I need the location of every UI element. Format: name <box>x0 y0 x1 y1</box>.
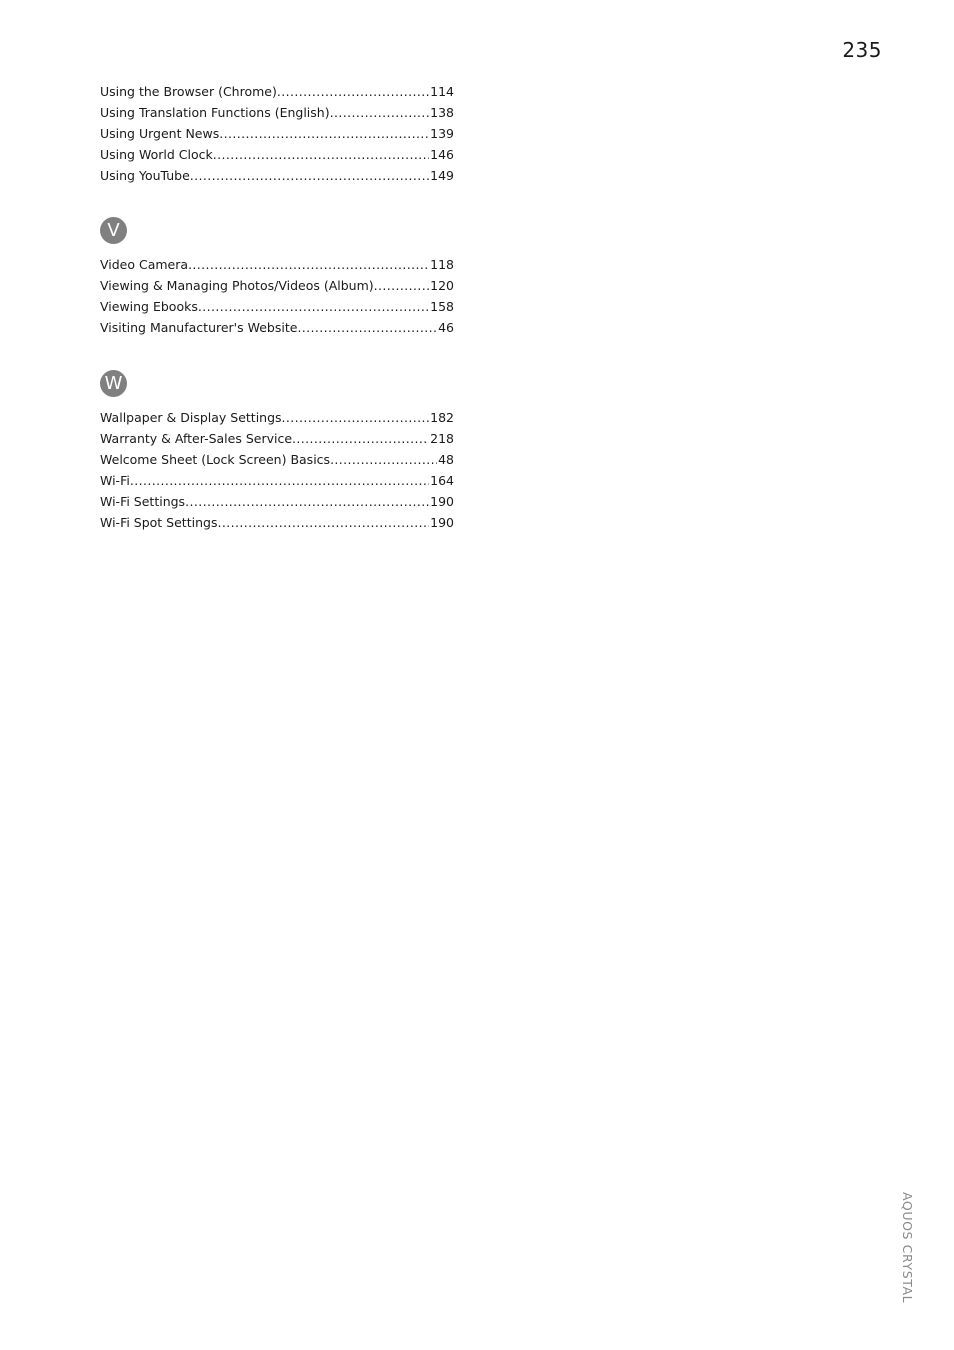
index-entry[interactable] <box>100 165 454 186</box>
index-entry[interactable] <box>100 254 454 275</box>
index-entry[interactable] <box>100 407 454 428</box>
entry-label: Wallpaper & Display Settings <box>100 410 282 425</box>
dot-leader <box>190 165 429 186</box>
entry-label: Wi-Fi <box>100 473 130 488</box>
dot-leader <box>198 296 429 317</box>
index-entry[interactable] <box>100 296 454 317</box>
entry-page: 48 <box>438 452 454 467</box>
entry-label: Using the Browser (Chrome) <box>100 84 277 99</box>
dot-leader <box>330 102 430 123</box>
entry-page: 139 <box>430 126 454 141</box>
entry-page: 138 <box>430 105 454 120</box>
index-entry[interactable] <box>100 491 454 512</box>
dot-leader <box>130 470 429 491</box>
entry-page: 190 <box>430 494 454 509</box>
index-entry[interactable] <box>100 428 454 449</box>
index-section-u <box>100 81 454 186</box>
entry-label: Using Translation Functions (English) <box>100 105 330 120</box>
entry-label: Viewing & Managing Photos/Videos (Album) <box>100 278 374 293</box>
dot-leader <box>217 512 429 533</box>
dot-leader <box>374 275 429 296</box>
dot-leader <box>213 144 429 165</box>
index-entry[interactable] <box>100 275 454 296</box>
entry-page: 118 <box>430 257 454 272</box>
entry-label: Viewing Ebooks <box>100 299 198 314</box>
entry-label: Warranty & After-Sales Service <box>100 431 293 446</box>
entry-label: Using YouTube <box>100 168 190 183</box>
index-entry[interactable] <box>100 512 454 533</box>
dot-leader <box>297 317 437 338</box>
entry-label: Wi-Fi Settings <box>100 494 186 509</box>
product-name: AQUOS CRYSTAL <box>900 1192 915 1304</box>
entry-page: 114 <box>430 84 454 99</box>
section-letter-badge: W <box>100 370 127 397</box>
index-column <box>100 81 454 533</box>
index-entry[interactable] <box>100 449 454 470</box>
dot-leader <box>330 449 437 470</box>
entry-page: 164 <box>430 473 454 488</box>
index-entry[interactable] <box>100 123 454 144</box>
index-section-w <box>100 370 454 533</box>
dot-leader <box>188 254 429 275</box>
index-entry[interactable] <box>100 81 454 102</box>
section-letter-badge: V <box>100 217 127 244</box>
entry-page: 149 <box>430 168 454 183</box>
entry-label: Using World Clock <box>100 147 213 162</box>
dot-leader <box>282 407 430 428</box>
index-entry[interactable] <box>100 470 454 491</box>
index-section-v <box>100 217 454 338</box>
entry-page: 158 <box>430 299 454 314</box>
entry-list-u <box>100 81 454 186</box>
dot-leader <box>277 81 429 102</box>
entry-page: 190 <box>430 515 454 530</box>
dot-leader <box>292 428 429 449</box>
entry-page: 46 <box>438 320 454 335</box>
entry-page: 218 <box>430 431 454 446</box>
entry-label: Video Camera <box>100 257 189 272</box>
entry-page: 146 <box>430 147 454 162</box>
dot-leader <box>219 123 429 144</box>
index-entry[interactable] <box>100 317 454 338</box>
entry-label: Wi-Fi Spot Settings <box>100 515 218 530</box>
entry-list-w <box>100 407 454 533</box>
entry-page: 182 <box>430 410 454 425</box>
entry-label: Visiting Manufacturer's Website <box>100 320 298 335</box>
index-entry[interactable] <box>100 144 454 165</box>
dot-leader <box>185 491 429 512</box>
entry-label: Using Urgent News <box>100 126 220 141</box>
entry-page: 120 <box>430 278 454 293</box>
page-number: 235 <box>842 38 882 62</box>
index-entry[interactable] <box>100 102 454 123</box>
entry-list-v <box>100 254 454 338</box>
entry-label: Welcome Sheet (Lock Screen) Basics <box>100 452 331 467</box>
